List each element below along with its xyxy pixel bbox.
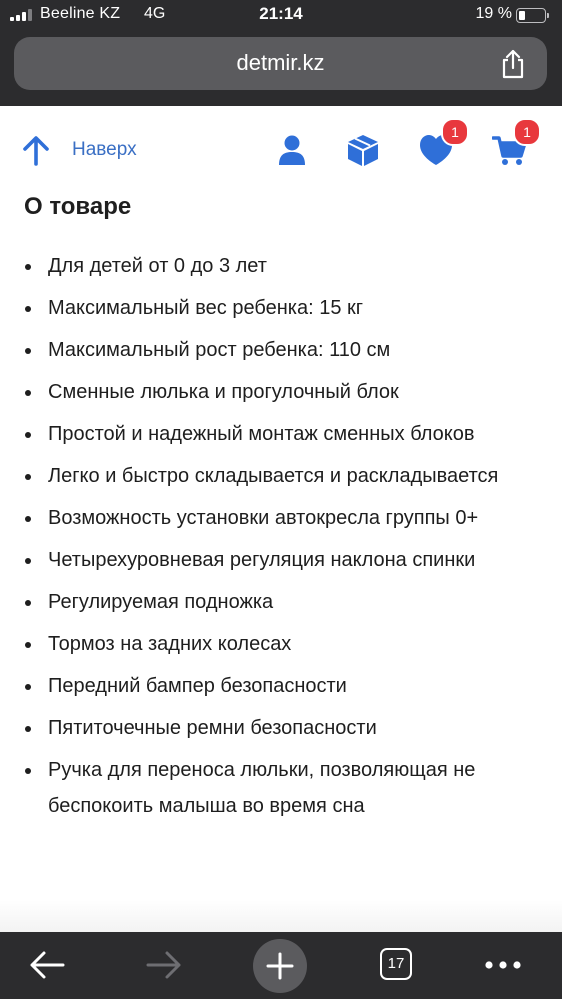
product-description bbox=[0, 194, 562, 908]
feature-text: Тормоз на задних колесах bbox=[48, 633, 292, 655]
bullet-icon bbox=[25, 684, 31, 690]
address-bar[interactable] bbox=[14, 37, 547, 90]
feature-text: Регулируемая подножка bbox=[48, 591, 274, 613]
bullet-icon bbox=[25, 726, 31, 732]
browser-bottom-toolbar bbox=[0, 932, 562, 999]
forward-arrow-icon[interactable] bbox=[145, 949, 183, 981]
bullet-icon bbox=[25, 306, 31, 312]
share-icon[interactable] bbox=[499, 49, 527, 79]
feature-item bbox=[0, 542, 562, 578]
bullet-icon bbox=[25, 264, 31, 270]
tab-switcher-button[interactable]: 17 bbox=[380, 948, 412, 980]
bullet-icon bbox=[25, 432, 31, 438]
url-text[interactable]: detmir.kz bbox=[236, 50, 325, 75]
feature-text: Для детей от 0 до 3 лет bbox=[48, 255, 267, 277]
battery-percent: 19 % bbox=[475, 5, 512, 22]
bullet-icon bbox=[25, 474, 31, 480]
feature-item bbox=[0, 332, 562, 368]
feature-item bbox=[0, 374, 562, 410]
status-bar bbox=[0, 0, 562, 30]
feature-text: Возможность установки автокресла группы 0+ bbox=[48, 507, 479, 529]
favorites-count-badge: 1 bbox=[441, 118, 469, 146]
feature-text: Максимальный рост ребенка: 110 см bbox=[48, 339, 391, 361]
bullet-icon bbox=[25, 516, 31, 522]
feature-item bbox=[0, 626, 562, 662]
feature-item bbox=[0, 500, 562, 536]
plus-icon bbox=[266, 952, 294, 980]
bullet-icon bbox=[25, 642, 31, 648]
feature-text: Простой и надежный монтаж сменных блоков bbox=[48, 423, 475, 445]
orders-box-icon[interactable] bbox=[345, 132, 381, 168]
section-title: О товаре bbox=[24, 193, 132, 220]
bullet-icon bbox=[25, 390, 31, 396]
back-arrow-icon[interactable] bbox=[28, 949, 66, 981]
scroll-to-top-link[interactable]: Наверх bbox=[72, 139, 137, 160]
feature-item bbox=[0, 290, 562, 326]
bullet-icon bbox=[25, 348, 31, 354]
site-header bbox=[0, 106, 562, 195]
carrier-name: Beeline KZ bbox=[40, 5, 121, 22]
feature-item bbox=[0, 248, 562, 284]
more-options-icon[interactable] bbox=[484, 960, 522, 970]
feature-text: Передний бампер безопасности bbox=[48, 675, 347, 697]
bullet-icon bbox=[25, 558, 31, 564]
feature-item bbox=[0, 710, 562, 746]
feature-item bbox=[0, 584, 562, 620]
feature-list bbox=[0, 248, 562, 830]
feature-text: Легко и быстро складывается и раскладывается bbox=[48, 465, 499, 487]
new-tab-button[interactable] bbox=[253, 939, 307, 993]
feature-item bbox=[0, 668, 562, 704]
feature-text: Четырехуровневая регуляция наклона спинки bbox=[48, 549, 476, 571]
feature-text: Максимальный вес ребенка: 15 кг bbox=[48, 297, 364, 319]
battery-icon bbox=[516, 8, 550, 23]
feature-text: Сменные люлька и прогулочный блок bbox=[48, 381, 399, 403]
content-divider bbox=[0, 900, 562, 932]
status-time: 21:14 bbox=[259, 4, 303, 23]
browser-top-bar bbox=[0, 0, 562, 106]
network-type: 4G bbox=[144, 5, 166, 22]
bullet-icon bbox=[25, 768, 31, 774]
feature-item bbox=[0, 416, 562, 452]
feature-text: Ручка для переноса люльки, позволяющая не беспокоить малыша во время сна bbox=[48, 759, 476, 817]
feature-item bbox=[0, 752, 562, 824]
cart-count-badge: 1 bbox=[513, 118, 541, 146]
bullet-icon bbox=[25, 600, 31, 606]
user-profile-icon[interactable] bbox=[274, 132, 310, 168]
feature-text: Пятиточечные ремни безопасности bbox=[48, 717, 377, 739]
feature-item bbox=[0, 458, 562, 494]
arrow-up-icon[interactable] bbox=[20, 135, 52, 167]
